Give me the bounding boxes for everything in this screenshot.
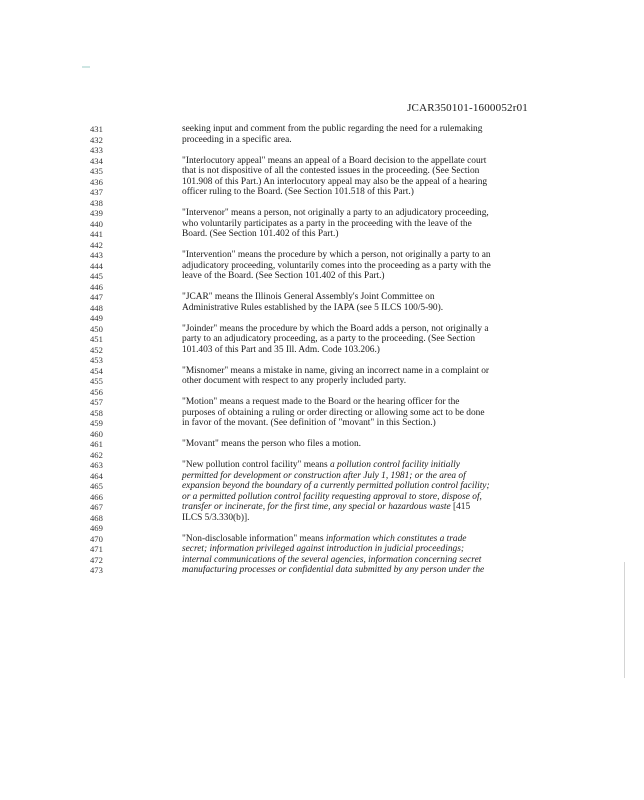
document-line — [0, 513, 644, 524]
line-number: 456 — [90, 386, 103, 397]
document-id: JCAR350101-1600052r01 — [407, 102, 528, 114]
body-text: purposes of obtaining a ruling or order directing or allowing some act to be done — [182, 407, 485, 418]
body-text: in favor of the movant. (See definition of "movant" in this Section.) — [182, 418, 436, 428]
line-text — [182, 481, 490, 492]
statutory-quote-text: secret; information privileged against introduction in judicial proceedings; — [182, 544, 464, 554]
line-number: 448 — [90, 302, 103, 313]
line-text — [182, 513, 249, 524]
line-number: 445 — [90, 271, 103, 281]
document-line — [0, 271, 644, 282]
line-number: 452 — [90, 344, 103, 355]
line-number: 469 — [90, 523, 103, 533]
line-number: 458 — [90, 407, 103, 418]
document-line — [0, 523, 644, 534]
document-line — [0, 166, 644, 177]
document-line — [0, 135, 644, 146]
line-number: 435 — [90, 166, 103, 176]
body-text: who voluntarily participates as a party in the proceeding with the leave of the — [182, 218, 472, 229]
line-number: 460 — [90, 428, 103, 439]
statutory-quote-text: a pollution control facility initially — [330, 460, 460, 470]
line-number: 440 — [90, 218, 103, 229]
body-text: officer ruling to the Board. (See Section 101.518 of this Part.) — [182, 187, 414, 197]
line-text — [182, 292, 435, 303]
document-line — [0, 397, 644, 408]
body-text: "Motion" means a request made to the Board or the hearing officer for the — [182, 397, 460, 407]
line-text — [182, 408, 485, 419]
line-number: 446 — [90, 281, 103, 292]
document-line — [0, 492, 644, 503]
document-line — [0, 439, 644, 450]
statutory-quote-text: manufacturing processes or confidential data submitted by any person under the — [182, 565, 485, 575]
body-text: adjudicatory proceeding, voluntarily comes into the proceeding as a party with the — [182, 260, 491, 271]
document-line — [0, 124, 644, 135]
document-line — [0, 145, 644, 156]
line-text — [182, 397, 459, 408]
body-text: "Misnomer" means a mistake in name, giving an incorrect name in a complaint or — [182, 365, 490, 376]
scan-artifact — [82, 66, 90, 68]
line-text — [182, 177, 487, 188]
line-number: 462 — [90, 449, 103, 460]
document-line — [0, 555, 644, 566]
body-text: proceeding in a specific area. — [182, 134, 292, 145]
line-number: 454 — [90, 365, 103, 376]
body-text: "Movant" means the person who files a motion. — [182, 439, 361, 449]
document-line — [0, 429, 644, 440]
body-text: that is not dispositive of all the contested issues in the proceeding. (See Section — [182, 166, 480, 176]
line-number: 438 — [90, 197, 103, 208]
line-text — [182, 376, 406, 387]
document-line — [0, 565, 644, 576]
document-line — [0, 471, 644, 482]
line-number: 436 — [90, 176, 103, 187]
line-text — [182, 418, 436, 429]
line-number: 470 — [90, 533, 103, 544]
line-text — [182, 156, 486, 167]
line-text — [182, 261, 491, 272]
line-number: 433 — [90, 145, 103, 155]
body-text: "Non-disclosable information" means — [182, 533, 326, 544]
line-text — [182, 303, 443, 314]
line-text — [182, 345, 380, 356]
document-line — [0, 450, 644, 461]
body-text: "New pollution control facility" means — [182, 460, 330, 470]
line-number: 464 — [90, 470, 103, 481]
document-line — [0, 187, 644, 198]
line-number: 437 — [90, 187, 103, 197]
document-line — [0, 544, 644, 555]
line-number: 457 — [90, 397, 103, 407]
document-line — [0, 219, 644, 230]
body-text: seeking input and comment from the public regarding the need for a rulemaking — [182, 124, 483, 134]
document-line — [0, 229, 644, 240]
numbered-text-body — [0, 124, 644, 576]
line-number: 461 — [90, 439, 103, 449]
line-number: 431 — [90, 124, 103, 134]
line-text — [182, 565, 484, 576]
document-line — [0, 481, 644, 492]
line-text — [182, 208, 489, 219]
document-line — [0, 460, 644, 471]
line-number: 432 — [90, 134, 103, 145]
line-number: 443 — [90, 250, 103, 260]
document-line — [0, 303, 644, 314]
document-line — [0, 261, 644, 272]
line-text — [182, 544, 464, 555]
line-number: 450 — [90, 323, 103, 334]
body-text: ILCS 5/3.330(b)]. — [182, 512, 250, 523]
body-text: "JCAR" means the Illinois General Assembly's Joint Committee on — [182, 292, 435, 302]
line-number: 463 — [90, 460, 103, 470]
statutory-quote-text: expansion beyond the boundary of a currently permitted pollution control facility; — [182, 481, 490, 491]
line-text — [182, 439, 361, 450]
line-text — [182, 334, 475, 345]
body-text: [415 — [450, 502, 471, 512]
body-text: "Intervention" means the procedure by which a person, not originally a party to an — [182, 250, 491, 260]
body-text: 101.403 of this Part and 35 Ill. Adm. Code 103.206.) — [182, 344, 380, 355]
scan-edge-line — [624, 562, 625, 678]
line-text — [182, 460, 460, 471]
line-number: 453 — [90, 355, 103, 365]
document-line — [0, 324, 644, 335]
line-number: 471 — [90, 544, 103, 554]
line-number: 459 — [90, 418, 103, 428]
line-number: 473 — [90, 565, 103, 575]
line-number: 449 — [90, 313, 103, 323]
line-text — [182, 124, 482, 135]
body-text: other document with respect to any properly included party. — [182, 376, 407, 386]
document-line — [0, 292, 644, 303]
document-line — [0, 250, 644, 261]
line-text — [182, 271, 385, 282]
line-number: 455 — [90, 376, 103, 386]
line-number: 439 — [90, 208, 103, 218]
line-number: 442 — [90, 239, 103, 250]
line-number: 472 — [90, 554, 103, 565]
line-text — [182, 135, 292, 146]
document-line — [0, 208, 644, 219]
line-text — [182, 366, 489, 377]
statutory-quote-text: transfer or incinerate, for the first time, any special or hazardous waste — [182, 502, 451, 512]
document-line — [0, 345, 644, 356]
document-line — [0, 240, 644, 251]
document-line — [0, 355, 644, 366]
line-number: 434 — [90, 155, 103, 166]
statutory-quote-text: permitted for development or construction after July 1, 1981; or the area of — [182, 470, 466, 481]
line-text — [182, 555, 481, 566]
document-line — [0, 376, 644, 387]
document-line — [0, 177, 644, 188]
line-text — [182, 502, 470, 513]
line-text — [182, 492, 482, 503]
line-text — [182, 219, 472, 230]
document-line — [0, 534, 644, 545]
document-line — [0, 418, 644, 429]
document-line — [0, 408, 644, 419]
line-number: 447 — [90, 292, 103, 302]
line-text — [182, 534, 466, 545]
document-line — [0, 334, 644, 345]
line-number: 441 — [90, 229, 103, 239]
line-text — [182, 166, 479, 177]
line-number: 467 — [90, 502, 103, 512]
line-number: 465 — [90, 481, 103, 491]
statutory-quote-text: internal communications of the several agencies, information concerning secret — [182, 554, 482, 565]
line-text — [182, 187, 414, 198]
document-line — [0, 366, 644, 377]
body-text: 101.908 of this Part.) An interlocutory appeal may also be the appeal of a hearing — [182, 176, 488, 187]
line-number: 451 — [90, 334, 103, 344]
line-number: 466 — [90, 491, 103, 502]
document-line — [0, 156, 644, 167]
document-line — [0, 313, 644, 324]
body-text: party to an adjudicatory proceeding, as a party to the proceeding. (See Section — [182, 334, 476, 344]
document-line — [0, 282, 644, 293]
document-line — [0, 502, 644, 513]
line-number: 444 — [90, 260, 103, 271]
body-text: leave of the Board. (See Section 101.402 of this Part.) — [182, 271, 385, 281]
line-text — [182, 250, 491, 261]
body-text: "Joinder" means the procedure by which the Board adds a person, not originally a — [182, 323, 489, 334]
statutory-quote-text: or a permitted pollution control facility requesting approval to store, dispose of, — [182, 491, 482, 502]
line-text — [182, 229, 339, 240]
line-number: 468 — [90, 512, 103, 523]
body-text: "Interlocutory appeal" means an appeal of a Board decision to the appellate court — [182, 155, 487, 166]
document-line — [0, 198, 644, 209]
statutory-quote-text: information which constitutes a trade — [325, 533, 467, 544]
body-text: "Intervenor" means a person, not originally a party to an adjudicatory proceeding, — [182, 208, 489, 218]
document-line — [0, 387, 644, 398]
body-text: Board. (See Section 101.402 of this Part.) — [182, 229, 339, 239]
body-text: Administrative Rules established by the IAPA (see 5 ILCS 100/5-90). — [182, 302, 444, 313]
line-text — [182, 324, 489, 335]
line-text — [182, 471, 466, 482]
